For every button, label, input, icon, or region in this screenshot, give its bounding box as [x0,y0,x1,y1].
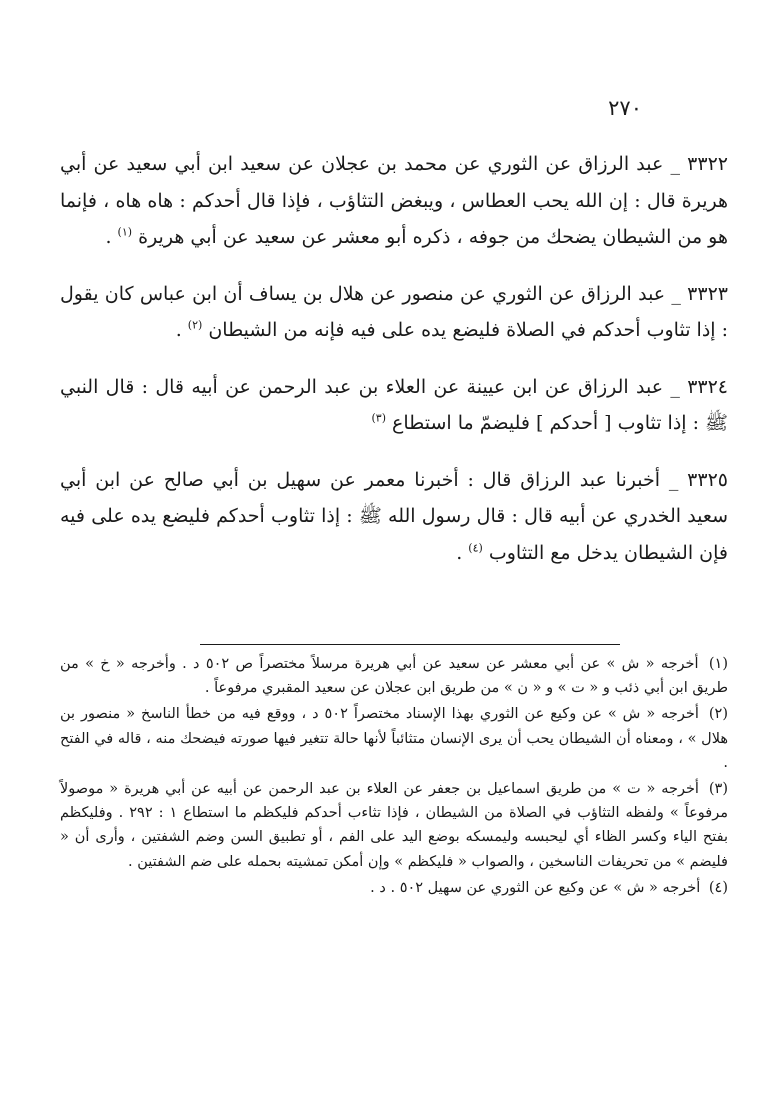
footnote-number: (٤) [708,879,728,896]
hadith-paragraph: ٣٣٢٣ _ عبد الرزاق عن الثوري عن منصور عن هلال بن يساف أن ابن عباس كان يقول : إذا تثاوب أحدكم في الصلاة فليضع يده على فيه فإنه من الشيطان $^{(٢)}$ . [60,282,728,341]
footnote-number: (٢) [708,706,728,723]
hadith-number: ٣٣٢٣ [687,282,728,305]
footnote [60,702,728,775]
footnote-text: أخرجه « ش » عن وكيع عن الثوري عن سهيل ٥٠٢ . د . [370,879,701,896]
hadith-paragraph: ٣٣٢٥ _ أخبرنا عبد الرزاق قال : أخبرنا معمر عن سهيل بن أبي صالح عن ابن أبي سعيد الخدري عن أبيه قال : قال رسول الله ﷺ : إذا تثاوب أحدكم فليضع يده على فيه فإن الشيطان يدخل مع التثاوب $^{(٤)}$ . [60,468,728,564]
footnote [60,777,728,874]
footnote-marker: (٢) [187,318,203,332]
hadith-text: عبد الرزاق عن ابن عيينة عن العلاء بن عبد الرحمن عن أبيه قال : قال النبي ﷺ : إذا تثاوب [ أحدكم ] فليضمّ ما استطاع [60,375,728,434]
footnote-marker: (٣) [371,411,386,425]
footnote [60,876,728,900]
footnote-number: (٣) [708,781,728,798]
hadith-body [60,146,728,571]
hadith-text: عبد الرزاق عن الثوري عن منصور عن هلال بن يساف أن ابن عباس كان يقول : إذا تثاوب أحدكم في الصلاة فليضع يده على فيه فإنه من الشيطان [60,282,728,341]
footnote [60,652,728,700]
footnote-marker: (٤) [468,541,483,555]
hadith-number: ٣٣٢٥ [687,468,728,491]
hadith-number: ٣٣٢٢ [687,153,728,175]
footnote-number: (١) [708,656,728,672]
footnote-text: أخرجه « ش » عن وكيع عن الثوري بهذا الإسناد مختصراً ٥٠٢ د ، ووقع فيه من خطأ الناسخ « منصور بن هلال » ، ومعناه أن الشيطان يحب أن يرى الإنسان متثائباً لأنها حالة تتغير فيها صورته فيضحك منه ، قاله في الفتح . [60,706,728,771]
footnote-text: أخرجه « ش » عن أبي معشر عن سعيد عن أبي هريرة مرسلاً مختصراً ص ٥٠٢ د . وأخرجه « خ » من طريق ابن أبي ذئب و « ت » و « ن » من طريق ابن عجلان عن سعيد المقبري مرفوعاً . [60,656,728,697]
hadith-paragraph: ٣٣٢٤ _ عبد الرزاق عن ابن عيينة عن العلاء بن عبد الرحمن عن أبيه قال : قال النبي ﷺ : إذا تثاوب [ أحدكم ] فليضمّ ما استطاع $^{(٣)}$ [60,375,729,434]
footnote-text: أخرجه « ت » من طريق اسماعيل بن جعفر عن العلاء بن عبد الرحمن عن أبيه عن أبي هريرة « موصولاً مرفوعاً » ولفظه التثاؤب في الصلاة من الشيطان ، فإذا تثاءب أحدكم فليكظم ما استطاع ١ : ٢٩٢ . وفليكظم بفتح الياء وكسر الظاء أي ليحبسه وليمسكه بوضع اليد على الفم ، أو تطبيق السن وضم الشفتين ، وأرى أن « فليضم » من تحريفات الناسخين ، والصواب « فليكظم » وإن أمكن تمشيته بحمله على ضم الشفتين . [60,781,728,870]
hadith-paragraph: ٣٣٢٢ _ عبد الرزاق عن الثوري عن محمد بن عجلان عن سعيد ابن أبي سعيد عن أبي هريرة قال : إن الله يحب العطاس ، ويبغض التثاؤب ، فإذا قال أحدكم : هاه هاه ، فإنما هو من الشيطان يضحك من جوفه ، ذكره أبو معشر عن سعيد عن أبي هريرة $^{(١)}$ . [60,153,728,248]
footnotes-section [60,652,728,902]
hadith-number: ٣٣٢٤ [687,375,729,398]
page-number: ٢٧٠ [608,96,642,120]
hadith-text: أخبرنا عبد الرزاق قال : أخبرنا معمر عن سهيل بن أبي صالح عن ابن أبي سعيد الخدري عن أبيه قال : قال رسول الله ﷺ : إذا تثاوب أحدكم فليضع يده على فيه فإن الشيطان يدخل مع التثاوب [60,468,728,564]
footnote-divider [200,644,620,645]
footnote-marker: (١) [117,225,133,239]
hadith-text: عبد الرزاق عن الثوري عن محمد بن عجلان عن سعيد ابن أبي سعيد عن أبي هريرة قال : إن الله يحب العطاس ، ويبغض التثاؤب ، فإذا قال أحدكم : هاه هاه ، فإنما هو من الشيطان يضحك من جوفه ، ذكره أبو معشر عن سعيد عن أبي هريرة [60,153,728,248]
